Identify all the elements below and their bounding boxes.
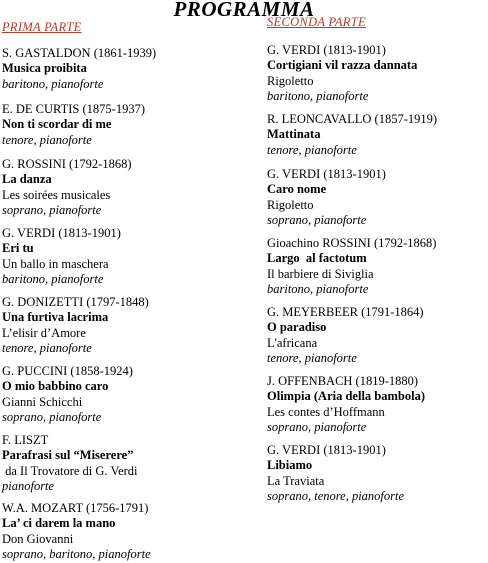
composer: G. ROSSINI (1792-1868) [2,157,132,171]
opera: L'africana [267,335,318,350]
program-item [267,236,487,298]
piece-title: O paradiso [267,320,327,335]
program-item [2,295,238,357]
program-item [267,112,487,158]
composer: G. VERDI (1813-1901) [267,167,386,181]
opera: Don Giovanni [2,531,74,546]
voices: soprano, pianoforte [267,420,367,435]
opera: Les contes d’Hoffmann [267,404,385,419]
piece-title: O mio babbino caro [2,379,109,394]
opera: Il barbiere di Siviglia [267,266,374,281]
voices: soprano, tenore, pianoforte [267,489,405,504]
piece-title: La danza [2,172,52,187]
voices: pianoforte [2,479,55,494]
piece-title: Mattinata [267,127,321,142]
program-item [2,46,238,92]
voices: soprano, pianoforte [2,203,102,218]
opera: Rigoletto [267,197,314,212]
voices: baritono, pianoforte [2,76,104,91]
opera: Rigoletto [267,73,314,88]
composer: F. LISZT [2,433,49,447]
opera: Gianni Schicchi [2,394,83,409]
first-part-heading: PRIMA PARTE [2,20,82,34]
piece-title: Musica proibita [2,61,87,76]
opera: L’elisir d’Amore [2,325,86,340]
program-item [2,102,238,148]
program-item [2,433,238,495]
composer: Gioachino ROSSINI (1792-1868) [267,236,437,250]
second-part-heading: SECONDA PARTE [267,15,366,29]
piece-title: Largo al factotum [267,251,367,266]
piece-title: Parafrasi sul “Miserere” [2,448,134,463]
page-title: PROGRAMMA [173,0,315,21]
program-item [2,226,238,288]
program-item [2,364,238,426]
opera: Un ballo in maschera [2,256,109,271]
program-item [267,374,487,436]
piece-title: Una furtiva lacrima [2,310,109,325]
composer: E. DE CURTIS (1875-1937) [2,102,145,116]
piece-title: La’ ci darem la mano [2,516,116,531]
composer: G. MEYERBEER (1791-1864) [267,305,424,319]
program-item [267,43,487,105]
piece-title: Olimpia (Aria della bambola) [267,389,425,404]
voices: soprano, pianoforte [2,410,102,425]
piece-title: Cortigiani vil razza dannata [267,58,418,73]
composer: J. OFFENBACH (1819-1880) [267,374,419,388]
program-item [2,157,238,219]
voices: tenore, pianoforte [2,341,92,356]
voices: tenore, pianoforte [267,142,357,157]
opera: da Il Trovatore di G. Verdi [2,463,138,478]
composer: R. LEONCAVALLO (1857-1919) [267,112,438,126]
piece-title: Eri tu [2,241,34,256]
composer: S. GASTALDON (1861-1939) [2,46,157,60]
voices: tenore, pianoforte [267,351,357,366]
program-item [267,305,487,367]
voices: baritono, pianoforte [267,282,369,297]
composer: G. VERDI (1813-1901) [267,43,386,57]
program-item [267,443,487,505]
program-item [267,167,487,229]
program-item [2,501,238,563]
voices: baritono, pianoforte [2,272,104,287]
opera: Les soirées musicales [2,187,111,202]
piece-title: Caro nome [267,182,327,197]
piece-title: Non ti scordar di me [2,117,112,132]
voices: tenore, pianoforte [2,132,92,147]
voices: baritono, pianoforte [267,89,369,104]
composer: G. DONIZETTI (1797-1848) [2,295,149,309]
voices: soprano, pianoforte [267,213,367,228]
opera: La Traviata [267,473,325,488]
voices: soprano, baritono, pianoforte [2,547,151,562]
piece-title: Libiamo [267,458,313,473]
composer: G. VERDI (1813-1901) [2,226,121,240]
composer: G. PUCCINI (1858-1924) [2,364,133,378]
composer: G. VERDI (1813-1901) [267,443,386,457]
composer: W.A. MOZART (1756-1791) [2,501,149,515]
